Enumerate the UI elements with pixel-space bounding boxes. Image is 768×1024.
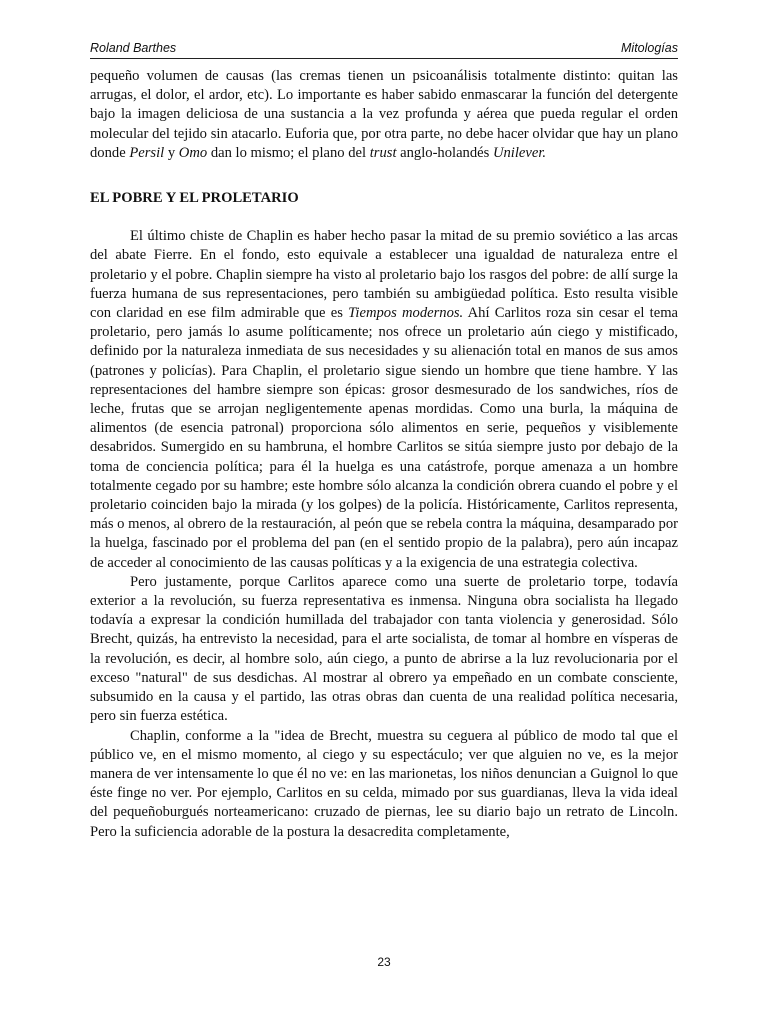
italic-phrase: Omo (178, 144, 208, 161)
italic-phrase: Tiempos modernos. (348, 305, 464, 322)
page-footer (0, 955, 768, 969)
header-book-title: Mitologías (621, 41, 678, 55)
intro-paragraph: pequeño volumen de causas (las cremas tienen un psicoanálisis totalmente distinto: quitan las arrugas, el dolor, el ardor, etc). Lo importante es haber sabido enmascarar la función del detergente bajo la imagen deliciosa de una sustancia a la vez profunda y aérea que pueda regular el orden molecular del tejido sin atacarlo. Euforia que, por otra parte, no debe hacer olvidar que hay un plano donde Persil y Omo dan lo mismo; el plano del trust anglo-holandés Unilever. (90, 68, 678, 161)
italic-phrase: Persil (129, 144, 165, 161)
running-header (90, 40, 678, 59)
italic-phrase: Unilever. (492, 144, 547, 161)
section-title: EL POBRE Y EL PROLETARIO (90, 190, 299, 207)
italic-phrase: trust (369, 144, 397, 161)
body-text (90, 67, 678, 842)
page-number: 23 (377, 955, 391, 969)
header-author: Roland Barthes (90, 41, 177, 55)
paragraph-3: Chaplin, conforme a la "idea de Brecht, muestra su ceguera al público de modo tal que el público ve, en el mismo momento, al ciego y su espectáculo; ver que alguien no ve, es la mejor manera de ver intensamente lo que él no ve: en las marionetas, los niños denuncian a Guignol lo que éste finge no ver. Por ejemplo, Carlitos en su celda, mimado por sus guardianas, lleva la vida ideal del pequeñoburgués norteamericano: cruzado de piernas, lee su diario bajo un retrato de Lincoln. Pero la suficiencia adorable de la postura la desacredita completamente, (90, 727, 678, 840)
paragraph-2: Pero justamente, porque Carlitos aparece como una suerte de proletario torpe, todavía exterior a la revolución, su fuerza representativa es inmensa. Ninguna obra socialista ha llegado todavía a expresar la condición humillada del trabajador con tanta violencia y generosidad. Sólo Brecht, quizás, ha entrevisto la necesidad, para el arte socialista, de tomar al hombre en vísperas de la revolución, es decir, al hombre solo, aún ciego, a punto de abrirse a la luz revolucionaria por el exceso "natural" de sus desdichas. Al mostrar al obrero ya empeñado en un combate consciente, subsumido en la causa y el partido, las otras obras dan cuenta de una realidad política necesaria, pero sin fuerza estética. (90, 573, 678, 725)
paragraph-1: El último chiste de Chaplin es haber hecho pasar la mitad de su premio soviético a las arcas del abate Fierre. En el fondo, esto equivale a establecer una igualdad de naturaleza entre el proletario y el pobre. Chaplin siempre ha visto al proletario bajo los rasgos del pobre: de allí surge la fuerza humana de sus representaciones, pero también su ambigüedad política. Esto resulta visible con claridad en ese film admirable que es Tiempos modernos. Ahí Carlitos roza sin cesar el tema proletario, pero jamás lo asume políticamente; nos ofrece un proletario aún ciego y mistificado, definido por la naturaleza inmediata de sus necesidades y su alienación total en manos de sus amos (patrones y policías). Para Chaplin, el proletario sigue siendo un hombre que tiene hambre. Y las representaciones del hambre siempre son épicas: grosor desmesurado de los sandwiches, ríos de leche, frutas que se arrojan negligentemente apenas mordidas. Como una burla, la máquina de alimentos (de esencia patronal) proporciona sólo alimentos en serie, pequeños y visiblemente desabridos. Sumergido en su hambruna, el hombre Carlitos se sitúa siempre justo por debajo de la toma de conciencia política; para él la huelga es una catástrofe, porque amenaza a un hombre totalmente cegado por su hambre; este hombre sólo alcanza la condición obrera cuando el pobre y el proletario coinciden bajo la mirada (y los golpes) de la policía. Históricamente, Carlitos representa, más o menos, al obrero de la restauración, al peón que se rebela contra la máquina, desamparado por la huelga, fascinado por el problema del pan (en el sentido propio de la palabra), pero aún incapaz de acceder al conocimiento de las causas políticas y a la exigencia de una estrategia colectiva. (90, 228, 679, 571)
